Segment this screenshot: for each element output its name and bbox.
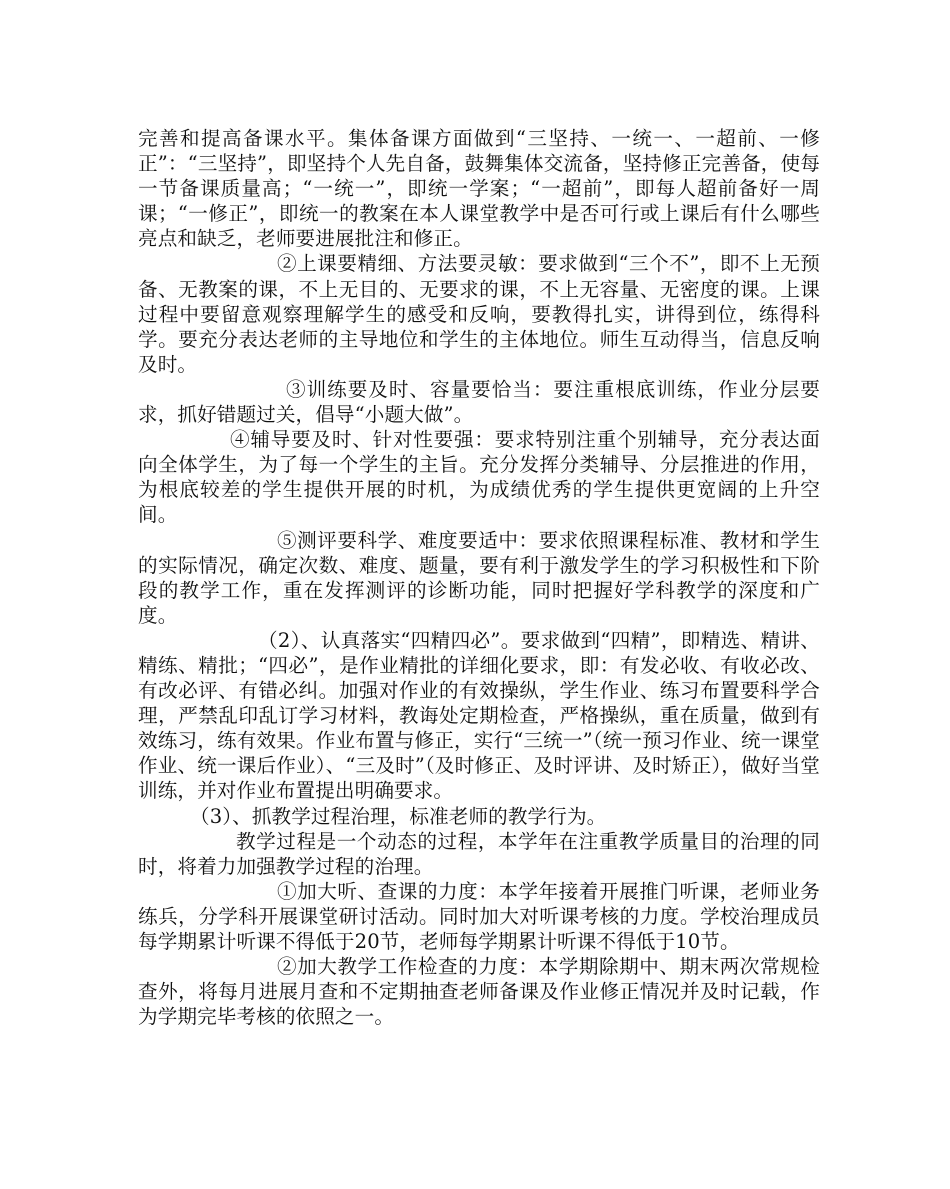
paragraph-class-teaching: ②上课要精细、方法要灵敏：要求做到“三个不”，即不上无预备、无教案的课，不上无目的、无要求的课，不上无容量、无密度的课。上课过程中要留意观察理解学生的感受和反响，要教得扎实，讲得到位，练得科学。要充分表达老师的主导地位和学生的主体地位。师生互动得当，信息反响及时。 xyxy=(138,252,820,376)
paragraph-lesson-observation: ①加大听、查课的力度：本学年接着开展推门听课，老师业务练兵，分学科开展课堂研讨活动。同时加大对听课考核的力度。学校治理成员每学期累计听课不得低于20节，老师每学期累计听课不得低于10节。 xyxy=(138,879,820,953)
paragraph-process-intro: 教学过程是一个动态的过程，本学年在注重教学质量目的治理的同时，将着力加强教学过程的治理。 xyxy=(138,829,820,878)
paragraph-assessment: ⑤测评要科学、难度要适中：要求依照课程标准、教材和学生的实际情况，确定次数、难度、题量，要有利于激发学生的学习积极性和下阶段的教学工作，重在发挥测评的诊断功能，同时把握好学科教学的深度和广度。 xyxy=(138,528,820,627)
paragraph-four-essentials: （2）、认真落实“四精四必”。要求做到“四精”，即精选、精讲、精练、精批；“四必”，是作业精批的详细化要求，即：有发必收、有收必改、有改必评、有错必纠。加强对作业的有效操纵，学生作业、练习布置要科学合理，严禁乱印乱订学习材料，教诲处定期检查，严格操纵，重在质量，做到有效练习，练有效果。作业布置与修正，实行“三统一”（统一预习作业、统一课堂作业、统一课后作业）、“三及时”（及时修正、及时评讲、及时矫正），做好当堂训练，并对作业布置提出明确要求。 xyxy=(138,628,820,803)
paragraph-training: ③训练要及时、容量要恰当：要注重根底训练，作业分层要求，抓好错题过关，倡导“小题大做”。 xyxy=(138,377,820,427)
paragraph-inspection: ②加大教学工作检查的力度：本学期除期中、期末两次常规检查外，将每月进展月查和不定期抽查老师备课及作业修正情况并及时记载，作为学期完毕考核的依照之一。 xyxy=(138,955,820,1029)
paragraph-process-heading: （3）、抓教学过程治理，标准老师的教学行为。 xyxy=(190,804,607,828)
paragraph-lesson-prep: 完善和提高备课水平。集体备课方面做到“三坚持、一统一、一超前、一修正”：“三坚持”，即坚持个人先自备，鼓舞集体交流备，坚持修正完善备，使每一节备课质量高；“一统一”，即统一学案；“一超前”，即每人超前备好一周课；“一修正”，即统一的教案在本人课堂教学中是否可行或上课后有什么哪些亮点和缺乏，老师要进展批注和修正。 xyxy=(138,127,820,251)
document-body xyxy=(138,126,820,1029)
paragraph-tutoring: ④辅导要及时、针对性要强：要求特别注重个别辅导，充分表达面向全体学生，为了每一个学生的主旨。充分发挥分类辅导、分层推进的作用，为根底较差的学生提供开展的时机，为成绩优秀的学生提供更宽阔的上升空间。 xyxy=(138,428,820,527)
